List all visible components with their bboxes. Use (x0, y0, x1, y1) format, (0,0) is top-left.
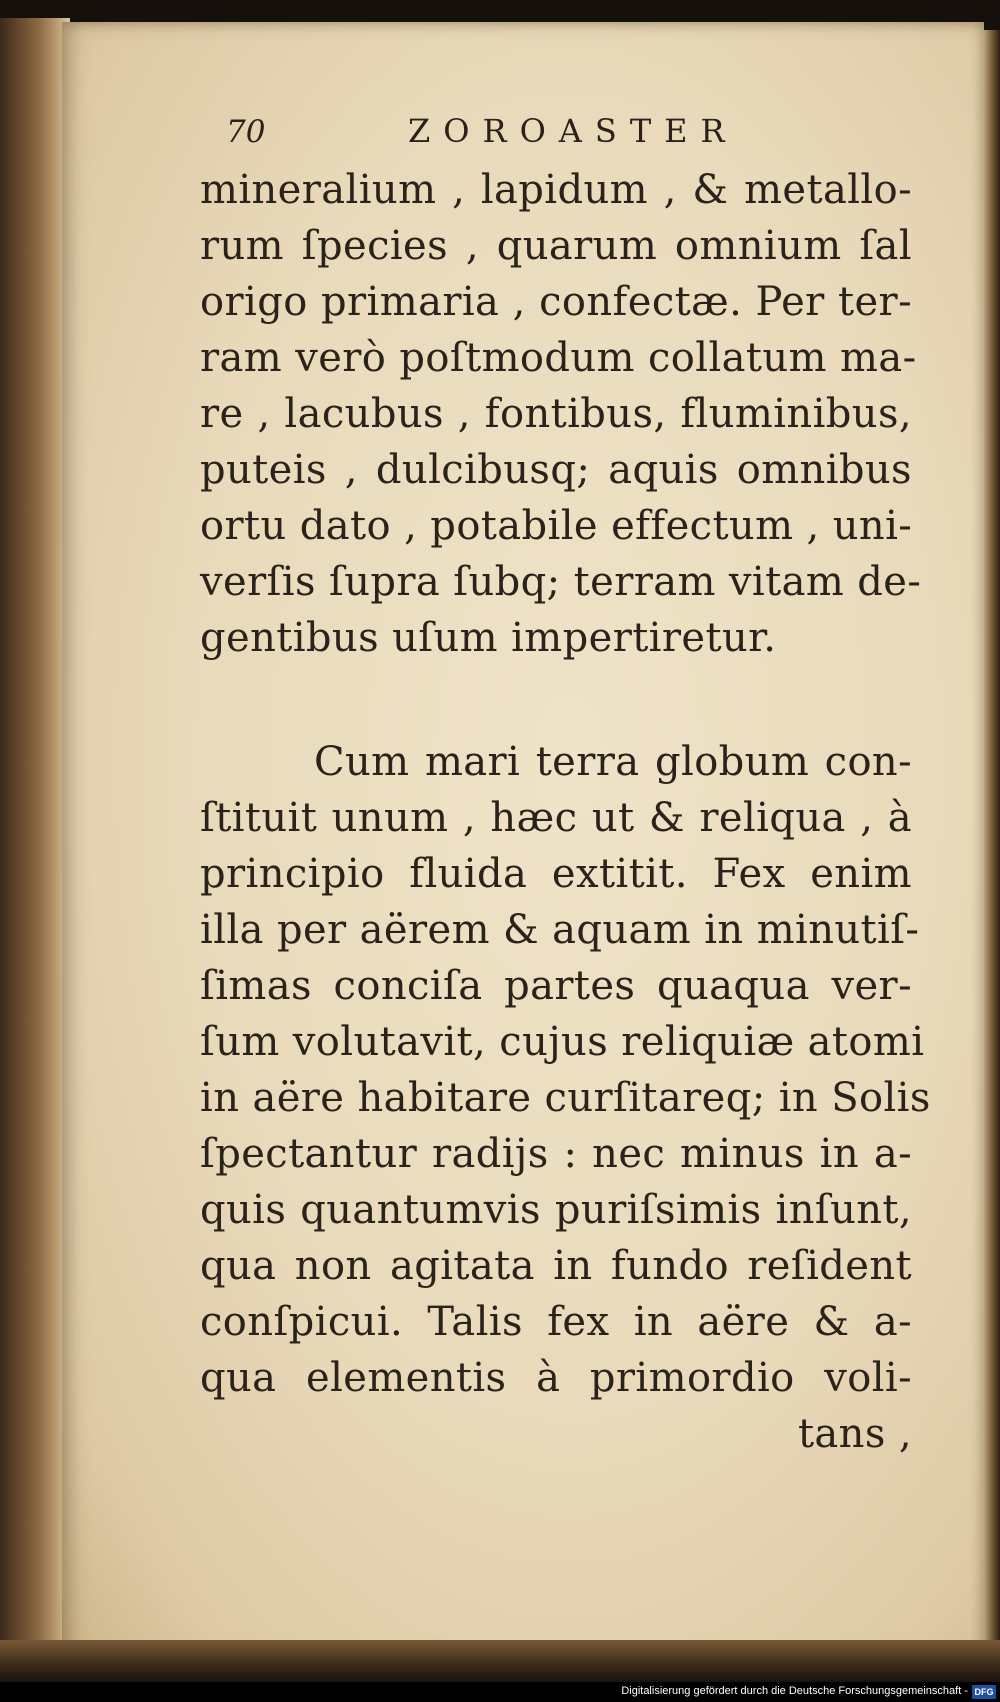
text-line: principio fluida extitit. Fex enim (200, 851, 912, 897)
text-line: in aëre habitare curſitareq; in Solis (200, 1075, 931, 1121)
text-line: puteis , dulcibusq; aquis omnibus (200, 447, 912, 493)
book-bottom-edge (0, 1640, 1000, 1682)
dfg-logo: DFG (972, 1685, 996, 1699)
page-header (226, 112, 766, 152)
text-line: mineralium , lapidum , & metallo- (200, 167, 912, 213)
running-title: ZOROASTER (408, 112, 738, 150)
text-line: illa per aërem & aquam in minutiſ- (200, 907, 920, 953)
text-line: qua non agitata in fundo reſident (200, 1243, 912, 1289)
text-line: re , lacubus , fontibus, fluminibus, (200, 391, 912, 437)
text-line: ſtituit unum , hæc ut & reliqua , à (200, 795, 912, 841)
digitization-footer (0, 1682, 1000, 1702)
text-line: ortu dato , potabile effectum , uni- (200, 503, 913, 549)
text-line: Cum mari terra globum con- (314, 739, 912, 785)
text-line: quis quantumvis puriſsimis inſunt, (200, 1187, 912, 1233)
text-line: gentibus uſum impertiretur. (200, 615, 777, 661)
book-spine-edge (0, 18, 70, 1658)
text-line: ram verò poſtmodum collatum ma- (200, 335, 917, 381)
text-line: qua elementis à primordio voli- (200, 1355, 912, 1401)
text-line: origo primaria , confectæ. Per ter- (200, 279, 912, 325)
text-line: ſum volutavit, cujus reliquiæ atomi (200, 1019, 925, 1065)
funding-credit: Digitalisierung gefördert durch die Deutsche Forschungsgemeinschaft - (621, 1685, 968, 1697)
catchword: tans , (797, 1411, 912, 1457)
text-line: rum ſpecies , quarum omnium ſal (200, 223, 912, 269)
book-fore-edge (982, 30, 1000, 1660)
text-line: ſimas conciſa partes quaqua ver- (200, 963, 912, 1009)
page-number: 70 (226, 114, 266, 150)
text-line: conſpicui. Talis fex in aëre & a- (200, 1299, 912, 1345)
text-line: verſis ſupra ſubq; terram vitam de- (200, 559, 922, 605)
text-line: ſpectantur radijs : nec minus in a- (200, 1131, 912, 1177)
